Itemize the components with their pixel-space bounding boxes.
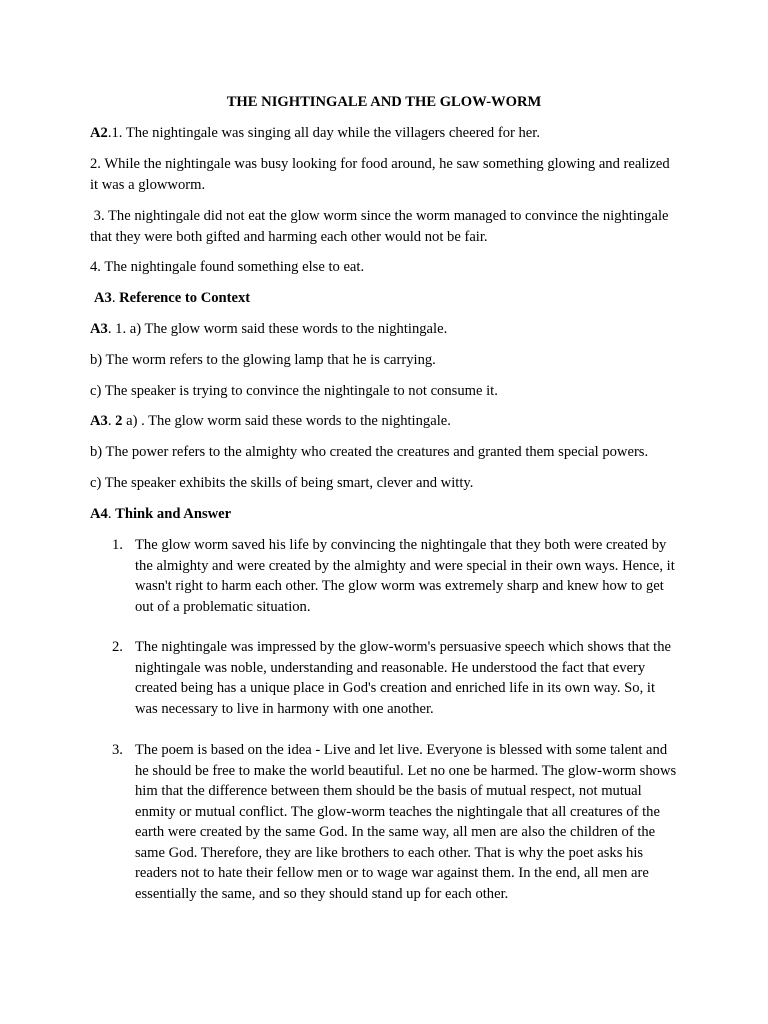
a3-heading-label: A3 <box>94 290 112 306</box>
document-title: THE NIGHTINGALE AND THE GLOW-WORM <box>226 94 542 110</box>
a3-q1-answer-a-text: . 1. a) The glow worm said these words to the nightingale. <box>107 321 448 337</box>
a3-q1-answer-c: c) The speaker is trying to convince the nightingale to not consume it. <box>90 383 498 399</box>
a2-answer-1-text: .1. The nightingale was singing all day while the villagers cheered for her. <box>107 125 540 141</box>
a2-answer-1 <box>90 123 680 144</box>
a3-section-heading <box>94 288 684 309</box>
a2-answer-2: 2. While the nightingale was busy looking for food around, he saw something glowing and realized it was a glowworm. <box>90 156 670 193</box>
a3-q1-answer-a <box>90 319 680 340</box>
a2-answer-4: 4. The nightingale found something else to eat. <box>90 259 365 275</box>
a3-heading-text: Reference to Context <box>119 290 251 306</box>
a4-heading-label: A4 <box>90 506 108 522</box>
a4-section-heading <box>90 504 680 525</box>
a3-q2-answer-a <box>90 411 680 432</box>
list-item-number: 1. <box>112 537 123 553</box>
a3-q1-answer-b: b) The worm refers to the glowing lamp that he is carrying. <box>90 352 436 368</box>
list-item-text: The nightingale was impressed by the glow-worm's persuasive speech which shows that the nightingale was noble, understanding and reasonable. He understood the fact that every created being has a unique place in God's creation and enriched life in its own way. So, it was necessary to live in harmony with one another. <box>135 639 671 717</box>
list-item-text: The poem is based on the idea - Live and let live. Everyone is blessed with some talent and he should be free to make the world beautiful. Let no one be harmed. The glow-worm shows him that the difference between them should be the basis of mutual respect, not mutual enmity or mutual conflict. The glow-worm teaches the nightingale that all creatures of the earth were created by the same God. In the same way, all men are also the children of the same God. Therefore, they are like brothers to each other. That is why the poet asks his readers not to hate their fellow men or to wage war against them. In the end, all men are essentially the same, and so they should stand up for each other. <box>135 742 677 902</box>
a3-q1-label: A3 <box>90 321 108 337</box>
a2-label: A2 <box>90 125 108 141</box>
a3-q2-sep: . <box>107 413 116 429</box>
a3-q2-answer-b: b) The power refers to the almighty who created the creatures and granted them special powers. <box>90 444 649 460</box>
a4-heading-text: Think and Answer <box>115 506 232 522</box>
list-item-number: 3. <box>112 742 123 758</box>
list-item-text: The glow worm saved his life by convincing the nightingale that they both were created by the almighty and were created by the almighty and were special in their own ways. Hence, it wasn't right to harm each other. The glow worm was extremely sharp and knew how to get out of a problematic situation. <box>135 537 675 615</box>
a3-q2-answer-c: c) The speaker exhibits the skills of being smart, clever and witty. <box>90 475 474 491</box>
a2-answer-3: 3. The nightingale did not eat the glow worm since the worm managed to convince the nightingale that they were both gifted and harming each other would not be fair. <box>90 208 673 245</box>
list-item-number: 2. <box>112 639 123 655</box>
a4-heading-sep: . <box>107 506 116 522</box>
a3-q2-answer-a-text: a) . The glow worm said these words to the nightingale. <box>122 413 451 429</box>
a3-q2-label: A3 <box>90 413 108 429</box>
a3-heading-sep: . <box>111 290 120 306</box>
a3-q2-number: 2 <box>115 413 123 429</box>
